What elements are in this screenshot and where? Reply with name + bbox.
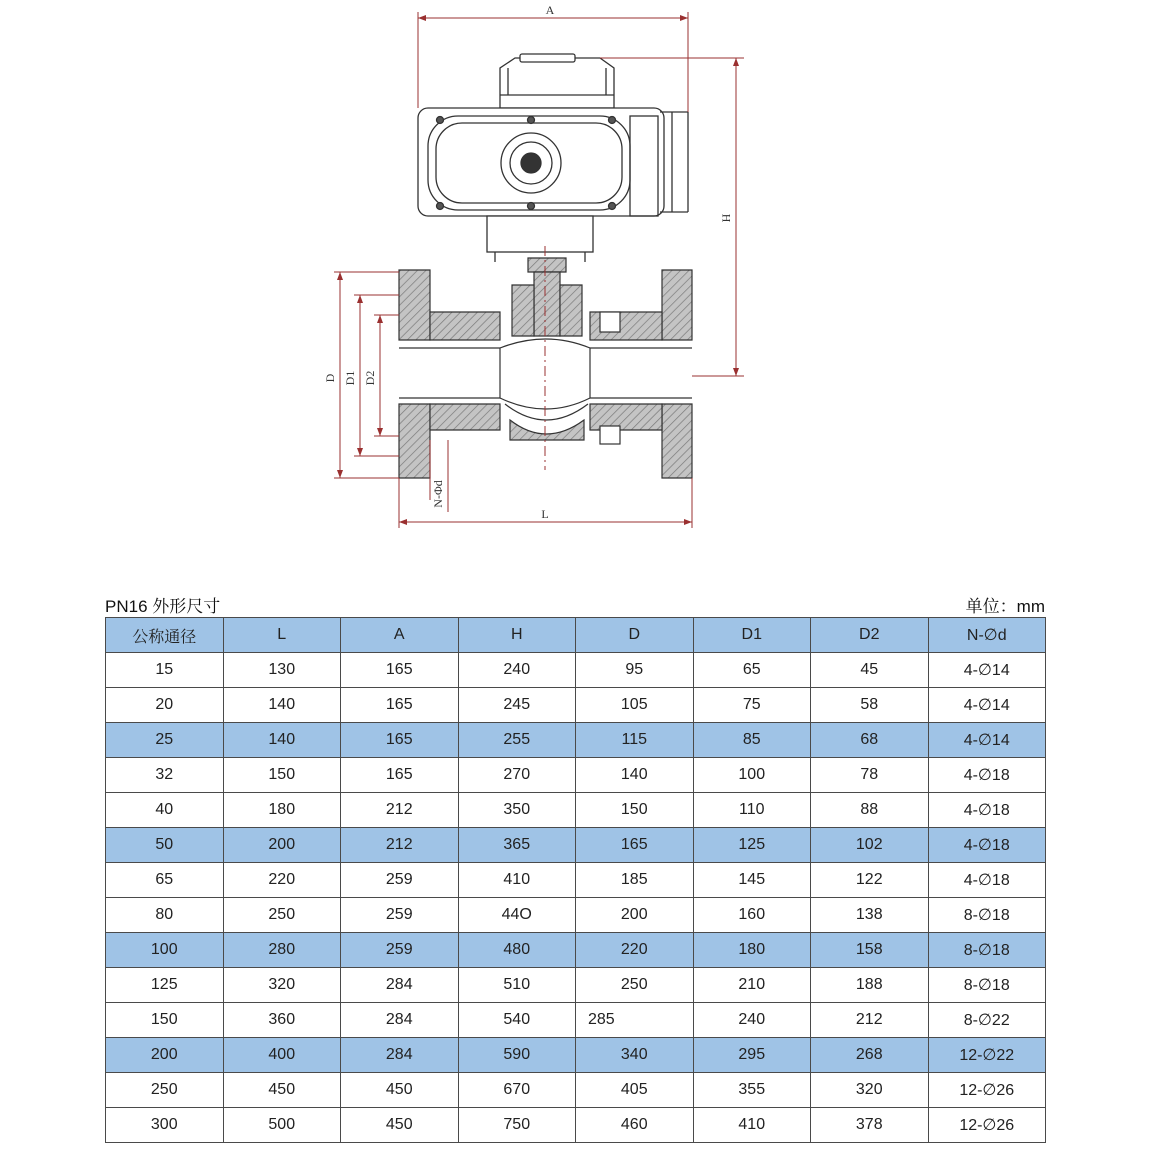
table-row — [106, 688, 1046, 723]
col-header-H: H — [458, 618, 576, 653]
table-cell: 268 — [811, 1038, 929, 1073]
table-cell: 450 — [223, 1073, 341, 1108]
table-cell: 460 — [576, 1108, 694, 1143]
table-cell: 122 — [811, 863, 929, 898]
table-cell: 100 — [106, 933, 224, 968]
table-row — [106, 793, 1046, 828]
table-cell: 88 — [811, 793, 929, 828]
table-cell: 259 — [341, 933, 459, 968]
table-cell: 300 — [106, 1108, 224, 1143]
table-cell: 25 — [106, 723, 224, 758]
table-cell: 212 — [811, 1003, 929, 1038]
table-cell: 160 — [693, 898, 811, 933]
label-H: H — [719, 213, 733, 223]
table-cell: 4-∅18 — [928, 758, 1046, 793]
table-cell: 340 — [576, 1038, 694, 1073]
table-cell: 240 — [693, 1003, 811, 1038]
table-cell: 670 — [458, 1073, 576, 1108]
table-cell: 115 — [576, 723, 694, 758]
table-cell: 44O — [458, 898, 576, 933]
table-cell: 100 — [693, 758, 811, 793]
actuator — [418, 54, 688, 262]
table-row — [106, 723, 1046, 758]
table-cell: 590 — [458, 1038, 576, 1073]
table-cell: 220 — [223, 863, 341, 898]
table-cell: 400 — [223, 1038, 341, 1073]
table-cell: 95 — [576, 653, 694, 688]
table-cell: 450 — [341, 1108, 459, 1143]
table-cell: 158 — [811, 933, 929, 968]
table-cell: 165 — [341, 688, 459, 723]
table-row — [106, 968, 1046, 1003]
table-cell: 150 — [223, 758, 341, 793]
label-D1: D1 — [343, 370, 357, 386]
table-cell: 65 — [106, 863, 224, 898]
table-cell: 259 — [341, 863, 459, 898]
table-cell: 50 — [106, 828, 224, 863]
table-cell: 8-∅22 — [928, 1003, 1046, 1038]
table-cell: 378 — [811, 1108, 929, 1143]
label-A: A — [545, 3, 555, 17]
table-cell: 78 — [811, 758, 929, 793]
table-cell: 130 — [223, 653, 341, 688]
table-cell: 140 — [223, 723, 341, 758]
table-cell: 4-∅14 — [928, 688, 1046, 723]
table-cell: 40 — [106, 793, 224, 828]
col-header-D1: D1 — [693, 618, 811, 653]
label-D: D — [323, 373, 337, 383]
table-cell: 102 — [811, 828, 929, 863]
table-cell: 138 — [811, 898, 929, 933]
col-header-A: A — [341, 618, 459, 653]
col-header-nominal-diameter: 公称通径 — [106, 618, 224, 653]
table-row — [106, 898, 1046, 933]
table-cell: 15 — [106, 653, 224, 688]
label-D2: D2 — [363, 370, 377, 386]
table-cell: 320 — [223, 968, 341, 1003]
table-cell: 145 — [693, 863, 811, 898]
table-cell: 510 — [458, 968, 576, 1003]
table-cell: 32 — [106, 758, 224, 793]
table-cell: 405 — [576, 1073, 694, 1108]
table-cell: 250 — [106, 1073, 224, 1108]
table-cell: 480 — [458, 933, 576, 968]
table-cell: 105 — [576, 688, 694, 723]
table-cell: 110 — [693, 793, 811, 828]
table-cell: 12-∅22 — [928, 1038, 1046, 1073]
table-row — [106, 653, 1046, 688]
table-cell: 4-∅14 — [928, 653, 1046, 688]
table-cell: 500 — [223, 1108, 341, 1143]
table-row — [106, 758, 1046, 793]
table-cell: 165 — [341, 758, 459, 793]
table-cell: 180 — [693, 933, 811, 968]
table-cell: 180 — [223, 793, 341, 828]
label-N-d: N-Φd — [431, 480, 445, 508]
table-cell: 350 — [458, 793, 576, 828]
table-header-row — [106, 618, 1046, 653]
valve-technical-drawing — [0, 0, 1150, 560]
table-cell: 8-∅18 — [928, 968, 1046, 1003]
table-cell: 58 — [811, 688, 929, 723]
table-row — [106, 933, 1046, 968]
table-cell: 165 — [341, 653, 459, 688]
table-cell: 185 — [576, 863, 694, 898]
table-cell: 250 — [223, 898, 341, 933]
table-cell: 270 — [458, 758, 576, 793]
col-header-L: L — [223, 618, 341, 653]
table-cell: 75 — [693, 688, 811, 723]
dimensions-table — [105, 617, 1046, 1143]
label-L: L — [541, 507, 549, 521]
table-cell: 140 — [223, 688, 341, 723]
table-cell: 540 — [458, 1003, 576, 1038]
col-header-D: D — [576, 618, 694, 653]
table-row — [106, 1038, 1046, 1073]
table-cell: 212 — [341, 828, 459, 863]
table-cell: 280 — [223, 933, 341, 968]
table-cell: 4-∅14 — [928, 723, 1046, 758]
table-cell: 4-∅18 — [928, 828, 1046, 863]
table-cell: 12-∅26 — [928, 1073, 1046, 1108]
table-cell: 140 — [576, 758, 694, 793]
table-cell: 125 — [106, 968, 224, 1003]
col-header-N-d: N-∅d — [928, 618, 1046, 653]
table-cell: 212 — [341, 793, 459, 828]
table-cell: 200 — [576, 898, 694, 933]
table-cell: 188 — [811, 968, 929, 1003]
table-cell: 165 — [341, 723, 459, 758]
table-cell: 284 — [341, 1038, 459, 1073]
table-cell: 295 — [693, 1038, 811, 1073]
table-cell: 284 — [341, 968, 459, 1003]
table-cell: 220 — [576, 933, 694, 968]
table-cell: 259 — [341, 898, 459, 933]
table-cell: 450 — [341, 1073, 459, 1108]
table-cell: 150 — [106, 1003, 224, 1038]
col-header-D2: D2 — [811, 618, 929, 653]
table-cell: 8-∅18 — [928, 933, 1046, 968]
table-cell: 8-∅18 — [928, 898, 1046, 933]
table-cell: 150 — [576, 793, 694, 828]
table-cell: 210 — [693, 968, 811, 1003]
table-cell: 240 — [458, 653, 576, 688]
table-cell: 45 — [811, 653, 929, 688]
table-cell: 285 — [576, 1003, 694, 1038]
table-cell: 85 — [693, 723, 811, 758]
table-cell: 355 — [693, 1073, 811, 1108]
table-cell: 4-∅18 — [928, 793, 1046, 828]
table-row — [106, 1003, 1046, 1038]
table-row — [106, 863, 1046, 898]
table-cell: 255 — [458, 723, 576, 758]
table-cell: 245 — [458, 688, 576, 723]
table-cell: 410 — [693, 1108, 811, 1143]
table-cell: 20 — [106, 688, 224, 723]
table-cell: 68 — [811, 723, 929, 758]
table-cell: 365 — [458, 828, 576, 863]
table-row — [106, 828, 1046, 863]
table-cell: 12-∅26 — [928, 1108, 1046, 1143]
table-cell: 65 — [693, 653, 811, 688]
table-cell: 4-∅18 — [928, 863, 1046, 898]
table-cell: 200 — [106, 1038, 224, 1073]
table-cell: 250 — [576, 968, 694, 1003]
table-cell: 750 — [458, 1108, 576, 1143]
table-cell: 360 — [223, 1003, 341, 1038]
table-cell: 320 — [811, 1073, 929, 1108]
table-cell: 200 — [223, 828, 341, 863]
table-cell: 284 — [341, 1003, 459, 1038]
table-cell: 80 — [106, 898, 224, 933]
table-row — [106, 1108, 1046, 1143]
table-row — [106, 1073, 1046, 1108]
table-title: PN16 外形尺寸 — [105, 597, 221, 616]
unit-label: 单位：mm — [965, 597, 1045, 616]
table-cell: 125 — [693, 828, 811, 863]
table-cell: 410 — [458, 863, 576, 898]
table-cell: 165 — [576, 828, 694, 863]
